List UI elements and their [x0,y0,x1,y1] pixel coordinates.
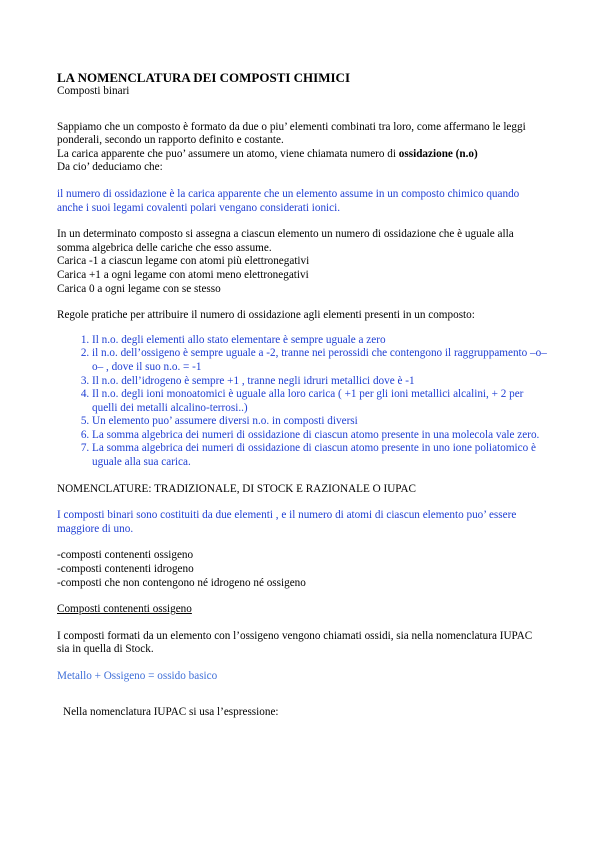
assignment-line-3: Carica +1 a ogni legame con atomi meno elettronegativi [57,268,309,281]
category-item: -composti contenenti idrogeno [57,563,194,576]
oxidation-definition: il numero di ossidazione è la carica apparente che un elemento assume in un composto chimico quando anche i suoi legami covalenti polari vengano considerati ionici. [57,187,520,214]
assignment-line-1: In un determinato composto si assegna a ciascun elemento un numero di ossidazione che è uguale alla somma algebrica delle cariche che esso assume. [57,228,514,254]
document-title: LA NOMENCLATURA DEI COMPOSTI CHIMICI [57,70,351,85]
document-page [57,70,547,719]
rules-list [57,334,547,470]
rule-item: 2. il n.o. dell’ossigeno è sempre uguale a -2, tranne nei perossidi che contengono il raggruppamento –o–o– , dove il suo n.o. = -1 [92,347,547,374]
oxides-text: I composti formati da un elemento con l’ossigeno vengono chiamati ossidi, sia nella nomenclatura IUPAC sia in quella di Stock. [57,629,533,656]
rule-item: 6. La somma algebrica dei numeri di ossidazione di ciascun atomo presente in una molecola vale zero. [92,429,547,443]
intro-line-2 [57,148,547,162]
oxygen-compounds-heading: Composti contenenti ossigeno [57,603,192,616]
basic-oxide-equation: Metallo + Ossigeno = ossido basico [57,670,218,682]
rule-item: 3. Il n.o. dell’idrogeno è sempre +1 , tranne negli idruri metallici dove è -1 [92,375,547,389]
intro-line-2-text: La carica apparente che puo’ assumere un atomo, viene chiamata numero di [57,147,399,160]
oxidation-term: ossidazione (n.o) [398,147,478,160]
intro-line-3: Da cio’ deduciamo che: [57,161,163,174]
rule-item: 7. La somma algebrica dei numeri di ossidazione di ciascun atomo presente in uno ione poliatomico è uguale alla sua carica. [92,442,547,469]
rule-item: 4. Il n.o. degli ioni monoatomici è uguale alla loro carica ( +1 per gli ioni metallici alcalini, + 2 per quelli dei metalli alcalino-terrosi..) [92,388,547,415]
intro-line-1: Sappiamo che un composto è formato da due o piu’ elementi combinati tra loro, come affermano le leggi ponderali, secondo un rapporto definito e costante. [57,120,526,147]
rules-intro: Regole pratiche per attribuire il numero di ossidazione agli elementi presenti in un composto: [57,309,475,322]
category-item: -composti contenenti ossigeno [57,549,194,562]
rule-item: 5. Un elemento puo’ assumere diversi n.o. in composti diversi [92,415,547,429]
iupac-expression-line: Nella nomenclatura IUPAC si usa l’espressione: [63,705,279,718]
document-subtitle: Composti binari [57,85,130,97]
category-item: -composti che non contengono né idrogeno né ossigeno [57,576,306,589]
nomenclatures-heading: NOMENCLATURE: TRADIZIONALE, DI STOCK E RAZIONALE O IUPAC [57,482,417,495]
assignment-line-4: Carica 0 a ogni legame con se stesso [57,282,221,295]
binary-compounds-definition: I composti binari sono costituiti da due elementi , e il numero di atomi di ciascun elemento puo’ essere maggiore di uno. [57,509,517,535]
assignment-line-2: Carica -1 a ciascun legame con atomi più elettronegativi [57,255,310,268]
rule-item: 1. Il n.o. degli elementi allo stato elementare è sempre uguale a zero [92,334,547,348]
